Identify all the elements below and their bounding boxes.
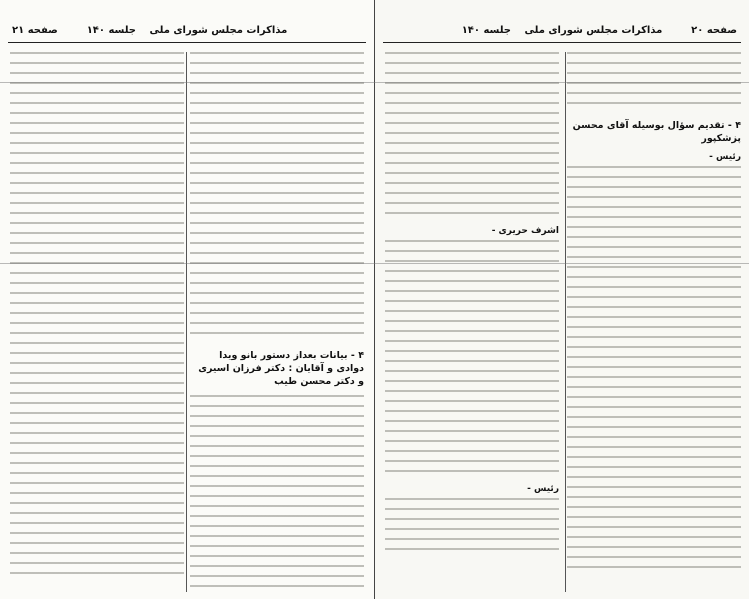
speaker-label: رئیس - xyxy=(709,152,741,162)
scan-artifact-line xyxy=(0,82,749,83)
right-page-header xyxy=(383,22,741,43)
text-block xyxy=(10,462,184,582)
publication-title: مذاکرات مجلس شورای ملی xyxy=(149,25,288,36)
text-block xyxy=(567,406,741,576)
text-block xyxy=(385,498,559,558)
text-block xyxy=(10,52,184,292)
left-page-header xyxy=(8,22,366,43)
column-divider xyxy=(565,52,566,592)
text-block xyxy=(190,52,364,222)
page-number: صفحه ۲۱ xyxy=(12,25,58,36)
text-block xyxy=(190,222,364,342)
publication-title: مذاکرات مجلس شورای ملی xyxy=(524,25,663,36)
session-number: جلسه ۱۴۰ xyxy=(86,25,137,36)
text-column-left xyxy=(10,52,184,592)
speaker-label: اشرف حریری - xyxy=(491,226,559,236)
page-number: صفحه ۲۰ xyxy=(691,25,737,36)
text-block xyxy=(385,240,559,480)
section-heading: ۴ - بیانات بعداز دستور بانو ویدا دوادی و آقایان : دکتر فرزان اسیری و دکتر محسن طیب xyxy=(198,350,364,387)
speaker-label: رئیس - xyxy=(527,484,559,494)
text-column-right xyxy=(190,52,364,592)
text-block xyxy=(10,292,184,462)
text-block xyxy=(385,52,559,222)
session-number: جلسه ۱۴۰ xyxy=(461,25,512,36)
text-column-right xyxy=(567,52,741,592)
left-page xyxy=(0,0,374,599)
right-page xyxy=(375,0,749,599)
scan-artifact-line xyxy=(0,263,749,264)
text-block xyxy=(567,166,741,406)
page-title xyxy=(8,25,366,36)
page-title xyxy=(383,25,741,36)
text-column-left xyxy=(385,52,559,592)
column-divider xyxy=(186,52,187,592)
text-block xyxy=(190,395,364,592)
section-heading: ۴ - تقدیم سؤال بوسیله آقای محسن پزشکپور xyxy=(572,120,741,144)
